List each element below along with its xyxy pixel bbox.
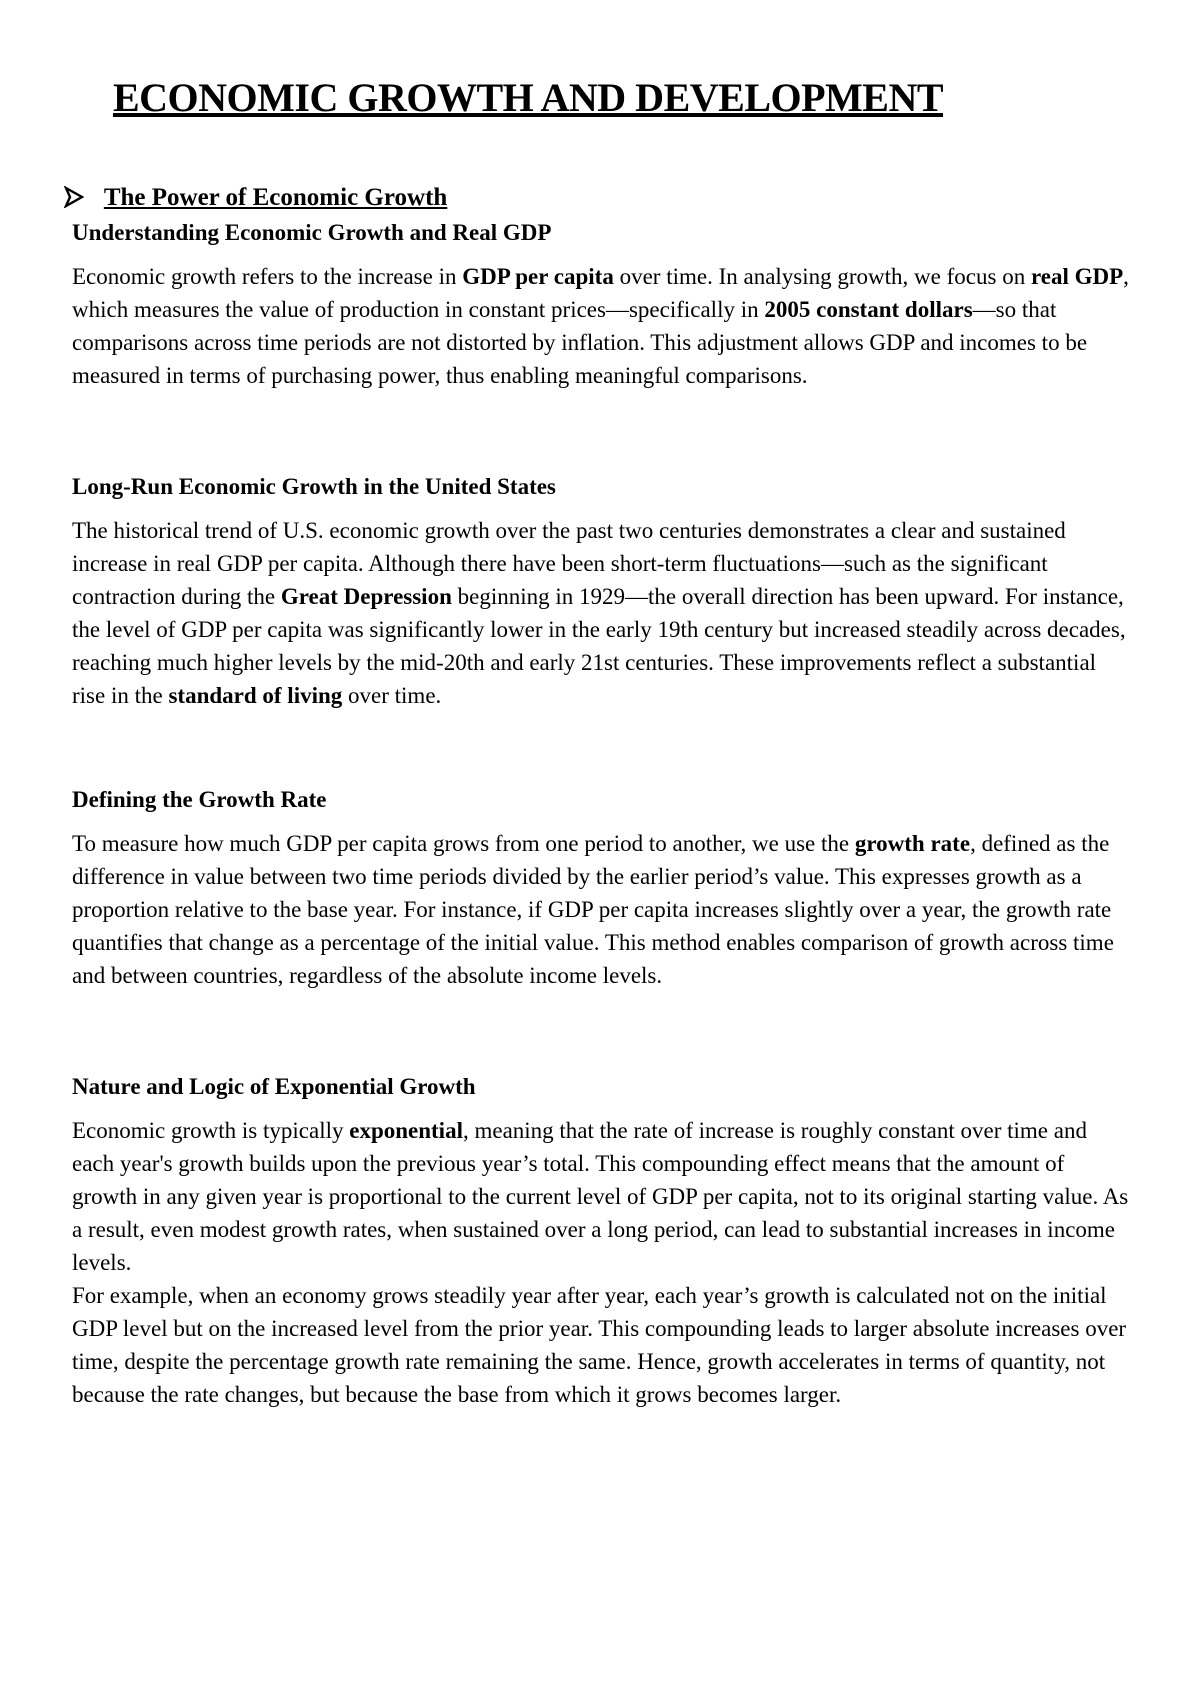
- text-run: beginning in 1929—the overall direction has been upward. For instance, the level of GDP per capita was significantly lower in the early 19th century but increased steadily across decades, reaching much higher levels by the mid-20th and early 21st centuries. These improvements reflect a substantial rise in the: [72, 584, 1126, 708]
- paragraph-growth-rate: [72, 827, 1134, 992]
- sub-heading-exponential-growth: Nature and Logic of Exponential Growth: [72, 1074, 476, 1099]
- text-run: To measure how much GDP per capita grows from one period to another, we use the: [72, 831, 855, 856]
- bold-term: GDP per capita: [462, 264, 614, 289]
- paragraph-us-growth: [72, 514, 1134, 712]
- arrowhead-bullet-icon: [64, 182, 84, 214]
- text-run: over time.: [342, 683, 442, 708]
- bold-term: real GDP: [1030, 264, 1124, 289]
- text-run: —so that comparisons across time periods are not distorted by inflation. This adjustment allows GDP and incomes to be measured in terms of purchasing power, thus enabling meaningful comparisons.: [72, 297, 1088, 388]
- bold-term: exponential: [349, 1118, 463, 1143]
- section-heading: [64, 182, 447, 214]
- section-heading-text: The Power of Economic Growth: [103, 184, 448, 211]
- bold-term: 2005 constant dollars: [764, 297, 973, 322]
- text-run: For example, when an economy grows steadily year after year, each year’s growth is calculated not on the initial GDP level but on the increased level from the prior year. This compounding leads to larger absolute increases over time, despite the percentage growth rate remaining the same. Hence, growth accelerates in terms of quantity, not because the rate changes, but because the base from which it grows becomes larger.: [72, 1283, 1127, 1407]
- text-run: , which measures the value of production in constant prices—specifically in: [72, 264, 1129, 322]
- sub-heading-growth-rate: Defining the Growth Rate: [72, 787, 327, 812]
- document-title: ECONOMIC GROWTH AND DEVELOPMENT: [112, 75, 944, 120]
- paragraph-exponential-growth: [72, 1114, 1134, 1279]
- text-run: , defined as the difference in value between two time periods divided by the earlier period’s value. This expresses growth as a proportion relative to the base year. For instance, if GDP per capita increases slightly over a year, the growth rate quantifies that change as a percentage of the initial value. This method enables comparison of growth across time and between countries, regardless of the absolute income levels.: [72, 831, 1114, 988]
- text-run: The historical trend of U.S. economic growth over the past two centuries demonstrates a clear and sustained increase in real GDP per capita. Although there have been short-term fluctuations—such as the significant contraction during the: [72, 518, 1066, 609]
- paragraph-compounding-example: [72, 1279, 1134, 1411]
- bold-term: Great Depression: [280, 584, 452, 609]
- text-run: , meaning that the rate of increase is roughly constant over time and each year's growth builds upon the previous year’s total. This compounding effect means that the amount of growth in any given year is proportional to the current level of GDP per capita, not to its original starting value. As a result, even modest growth rates, when sustained over a long period, can lead to substantial increases in income levels.: [72, 1118, 1129, 1275]
- sub-heading-us-growth: Long-Run Economic Growth in the United States: [72, 474, 556, 499]
- bold-term: standard of living: [168, 683, 343, 708]
- paragraph-real-gdp: [72, 260, 1134, 392]
- text-run: Economic growth refers to the increase in: [72, 264, 463, 289]
- sub-heading-real-gdp: Understanding Economic Growth and Real GDP: [72, 220, 552, 245]
- text-run: Economic growth is typically: [72, 1118, 350, 1143]
- bold-term: growth rate: [854, 831, 971, 856]
- text-run: over time. In analysing growth, we focus on: [613, 264, 1031, 289]
